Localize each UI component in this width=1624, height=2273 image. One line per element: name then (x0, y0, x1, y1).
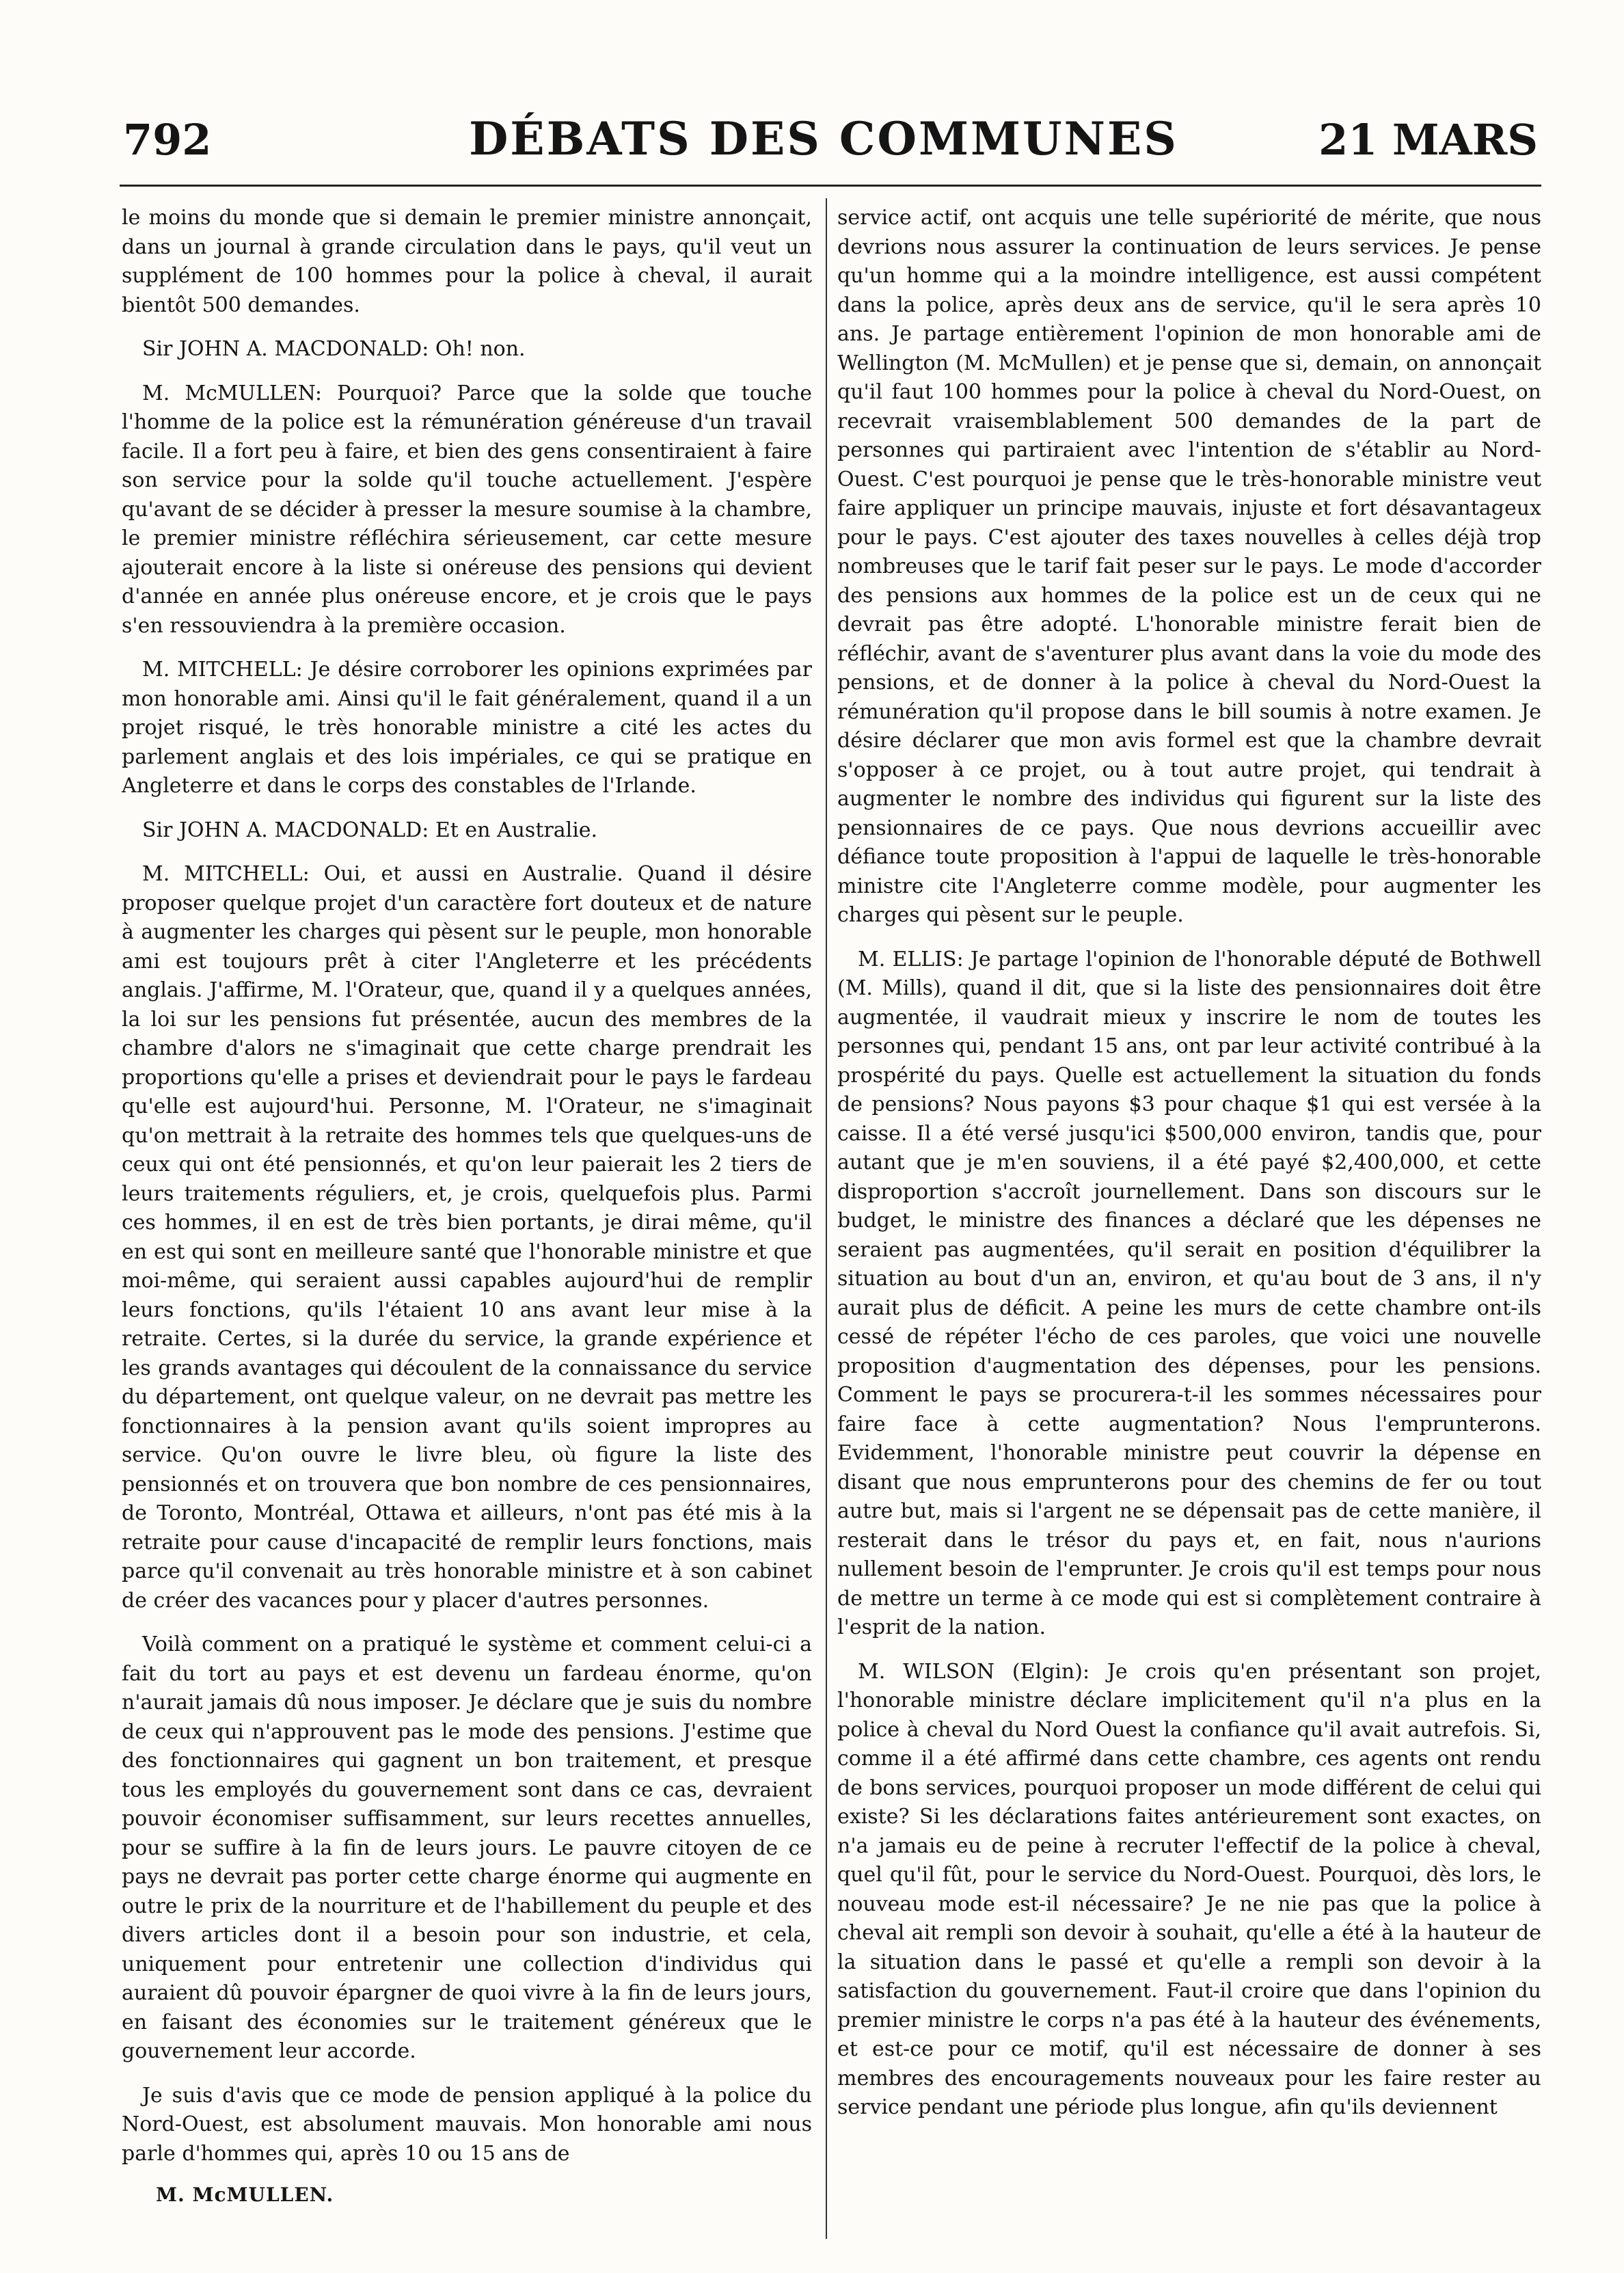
page-date: 21 MARS (1318, 115, 1538, 165)
page-header (109, 103, 1538, 178)
page-title: DÉBATS DES COMMUNES (469, 112, 1178, 165)
left-column (122, 204, 812, 2206)
paragraph: M. MITCHELL: Je désire corroborer les opinions exprimées par mon honorable ami. Ainsi qu'il le fait généralement, quand il a un projet risqué, le très honorable ministre a cité les actes du parlement anglais et des lois impériales, ce qui se pratique en Angleterre et dans le corps des constables de l'Irlande. (122, 658, 812, 798)
paragraph: M. MITCHELL: Oui, et aussi en Australie. Quand il désire proposer quelque projet d'un caractère fort douteux et de nature à augmenter les charges qui pèsent sur le peuple, mon honorable ami est toujours prêt à citer l'Angleterre et les précédents anglais. J'affirme, M. l'Orateur, que, quand il y a quelques années, la loi sur les pensions fut présentée, aucun des membres de la chambre d'alors ne s'imaginait que cette charge prendrait les proportions qu'elle a prises et deviendrait pour le pays le fardeau qu'elle est aujourd'hui. Personne, M. l'Orateur, ne s'imaginait qu'on mettrait à la retraite des hommes tels que quelques-uns de ceux qui ont été pensionnés, et qu'on leur paierait les 2 tiers de leurs traitements réguliers, et, je crois, quelquefois plus. Parmi ces hommes, il en est de très bien portants, je dirai même, qu'il en est qui sont en meilleure santé que l'honorable ministre et que moi-même, qui seraient aussi capables aujourd'hui de remplir leurs fonctions, qu'ils l'étaient 10 ans avant leur mise à la retraite. Certes, si la durée du service, la grande expérience et les grands avantages qui découlent de la connaissance du service du département, ont quelque valeur, on ne devrait pas mettre les fonctionnaires à la pension avant qu'ils soient impropres au service. Qu'on ouvre le livre bleu, où figure la liste des pensionnés et on trouvera que bon nombre de ces pensionnaires, de Toronto, Montréal, Ottawa et ailleurs, n'ont pas été mis à la retraite pour cause d'incapacité de remplir leurs fonctions, mais parce qu'il convenait au très honorable ministre et à son cabinet de créer des vacances pour y placer d'autres personnes. (122, 862, 812, 1613)
right-column (837, 204, 1541, 2138)
paragraph: Sir JOHN A. MACDONALD: Oh! non. (142, 337, 526, 361)
paragraph: Je suis d'avis que ce mode de pension appliqué à la police du Nord-Ouest, est absolument mauvais. Mon honorable ami nous parle d'hommes qui, après 10 ou 15 ans de (122, 2083, 812, 2166)
paragraph: M. ELLIS: Je partage l'opinion de l'honorable député de Bothwell (M. Mills), quand il dit, que si la liste des pensionnaires doit être augmentée, il vaudrait mieux y inscrire le nom de toutes les personnes qui, pendant 15 ans, ont par leur activité contribué à la prospérité du pays. Quelle est actuellement la situation du fonds de pensions? Nous payons $3 pour chaque $1 qui est versée à la caisse. Il a été versé jusqu'ici $500,000 environ, tandis que, pour autant que je m'en souviens, il a été payé $2,400,000, et cette disproportion s'accroît journellement. Dans son discours sur le budget, le ministre des finances a déclaré que les dépenses ne seraient pas augmentées, qu'il serait en position d'équilibrer la situation au bout d'un an, environ, et qu'au bout de 3 ans, il n'y aurait plus de déficit. A peine les murs de cette chambre ont-ils cessé de répéter l'écho de ces paroles, que voici une nouvelle proposition d'augmentation des dépenses, pour les pensions. Comment le pays se procurera-t-il les sommes nécessaires pour faire face à cette augmentation? Nous l'emprunterons. Evidemment, l'honorable ministre peut couvrir la dépense en disant que nous emprunterons pour des chemins de fer ou tout autre but, mais si l'argent ne se dépensait pas de cette manière, il resterait dans le trésor du pays et, en fait, nous n'aurions nullement besoin de l'emprunter. Je crois qu'il est temps pour nous de mettre un terme à ce mode qui est si complètement contraire à l'esprit de la nation. (837, 947, 1541, 1639)
paragraph: Sir JOHN A. MACDONALD: Et en Australie. (142, 818, 598, 842)
paragraph: M. WILSON (Elgin): Je crois qu'en présentant son projet, l'honorable ministre déclare implicitement qu'il n'a plus en la police à cheval du Nord Ouest la confiance qu'il avait autrefois. Si, comme il a été affirmé dans cette chambre, ces agents ont rendu de bons services, pourquoi proposer un mode différent de celui qui existe? Si les déclarations faites antérieurement sont exactes, on n'a jamais eu de peine à recruter l'effectif de la police à cheval, quel qu'il fût, pour le service du Nord-Ouest. Pourquoi, dès lors, le nouveau mode est-il nécessaire? Je ne nie pas que la police à cheval ait rempli son devoir à souhait, qu'elle a été à la hauteur de la situation dans le passé et qu'elle a rempli son devoir à la satisfaction du gouvernement. Faut-il croire que dans l'opinion du premier ministre le corps n'a pas été à la hauteur des événements, et est-ce pour ce motif, qu'il est nécessaire de donner à ses membres des encouragements nouveaux pour les faire rester au service pendant une période plus longue, afin qu'ils deviennent (837, 1659, 1541, 2119)
paragraph: le moins du monde que si demain le premier ministre annonçait, dans un journal à grande circulation dans le pays, qu'il veut un supplément de 100 hommes pour la police à cheval, il aurait bientôt 500 demandes. (122, 206, 812, 317)
paragraph: service actif, ont acquis une telle supériorité de mérite, que nous devrions nous assurer la continuation de leurs services. Je pense qu'un homme qui a la moindre intelligence, est aussi compétent dans la police, après deux ans de service, qu'il le sera après 10 ans. Je partage entièrement l'opinion de mon honorable ami de Wellington (M. McMullen) et je pense que si, demain, on annonçait qu'il faut 100 hommes pour la police à cheval du Nord-Ouest, on recevrait vraisemblablement 500 demandes de la part de personnes qui partiraient avec l'intention de s'établir au Nord-Ouest. C'est pourquoi je pense que le très-honorable ministre veut faire appliquer un principe mauvais, injuste et fort désavantageux pour le pays. C'est ajouter des taxes nouvelles à celles déjà trop nombreuses que le tarif fait peser sur le pays. Le mode d'accorder des pensions aux hommes de la police est un de ceux qui ne devrait pas être adopté. L'honorable ministre ferait bien de réfléchir, avant de s'aventurer plus avant dans la voie du mode des pensions, et de donner à la police à cheval du Nord-Ouest la rémunération qu'il propose dans le bill soumis à notre examen. Je désire déclarer que mon avis formel est que la chambre devrait s'opposer à ce projet, ou à tout autre projet, qui tendrait à augmenter le nombre des individus qui figurent sur la liste des pensionnaires de ce pays. Que nous devrions accueillir avec défiance toute proposition à l'appui de laquelle le très-honorable ministre cite l'Angleterre comme modèle, pour augmenter les charges qui pèsent sur le peuple. (837, 206, 1541, 927)
column-divider (826, 198, 827, 2239)
page-number: 792 (123, 115, 212, 165)
footer-cue: M. McMULLEN. (156, 2183, 334, 2206)
paragraph: Voilà comment on a pratiqué le système et comment celui-ci a fait du tort au pays et est devenu un fardeau énorme, qu'on n'aurait jamais dû nous imposer. Je déclare que je suis du nombre de ceux qui n'approuvent pas le mode des pensions. J'estime que des fonctionnaires qui gagnent un bon traitement, et presque tous les employés du gouvernement sont dans ce cas, devraient pouvoir économiser suffisamment, sur leurs recettes annuelles, pour se suffire à la fin de leurs jours. Le pauvre citoyen de ce pays ne devrait pas porter cette charge énorme qui augmente en outre le prix de la nourriture et de l'habillement du peuple et des divers articles dont il a besoin pour son industrie, et cela, uniquement pour entretenir une collection d'individus qui auraient dû pouvoir épargner de quoi vivre à la fin de leurs jours, en faisant des économies sur le traitement généreux que le gouvernement leur accorde. (122, 1632, 812, 2063)
header-rule (120, 185, 1541, 187)
paragraph: M. McMULLEN: Pourquoi? Parce que la solde que touche l'homme de la police est la rémunération généreuse d'un travail facile. Il a fort peu à faire, et bien des gens consentiraient à faire son service pour la solde qu'il touche actuellement. J'espère qu'avant de se décider à presser la mesure soumise à la chambre, le premier ministre réfléchira sérieusement, car cette mesure ajouterait encore à la liste si onéreuse des pensions qui devient d'année en année plus onéreuse encore, et je crois que le pays s'en ressouviendra à la première occasion. (122, 381, 812, 638)
